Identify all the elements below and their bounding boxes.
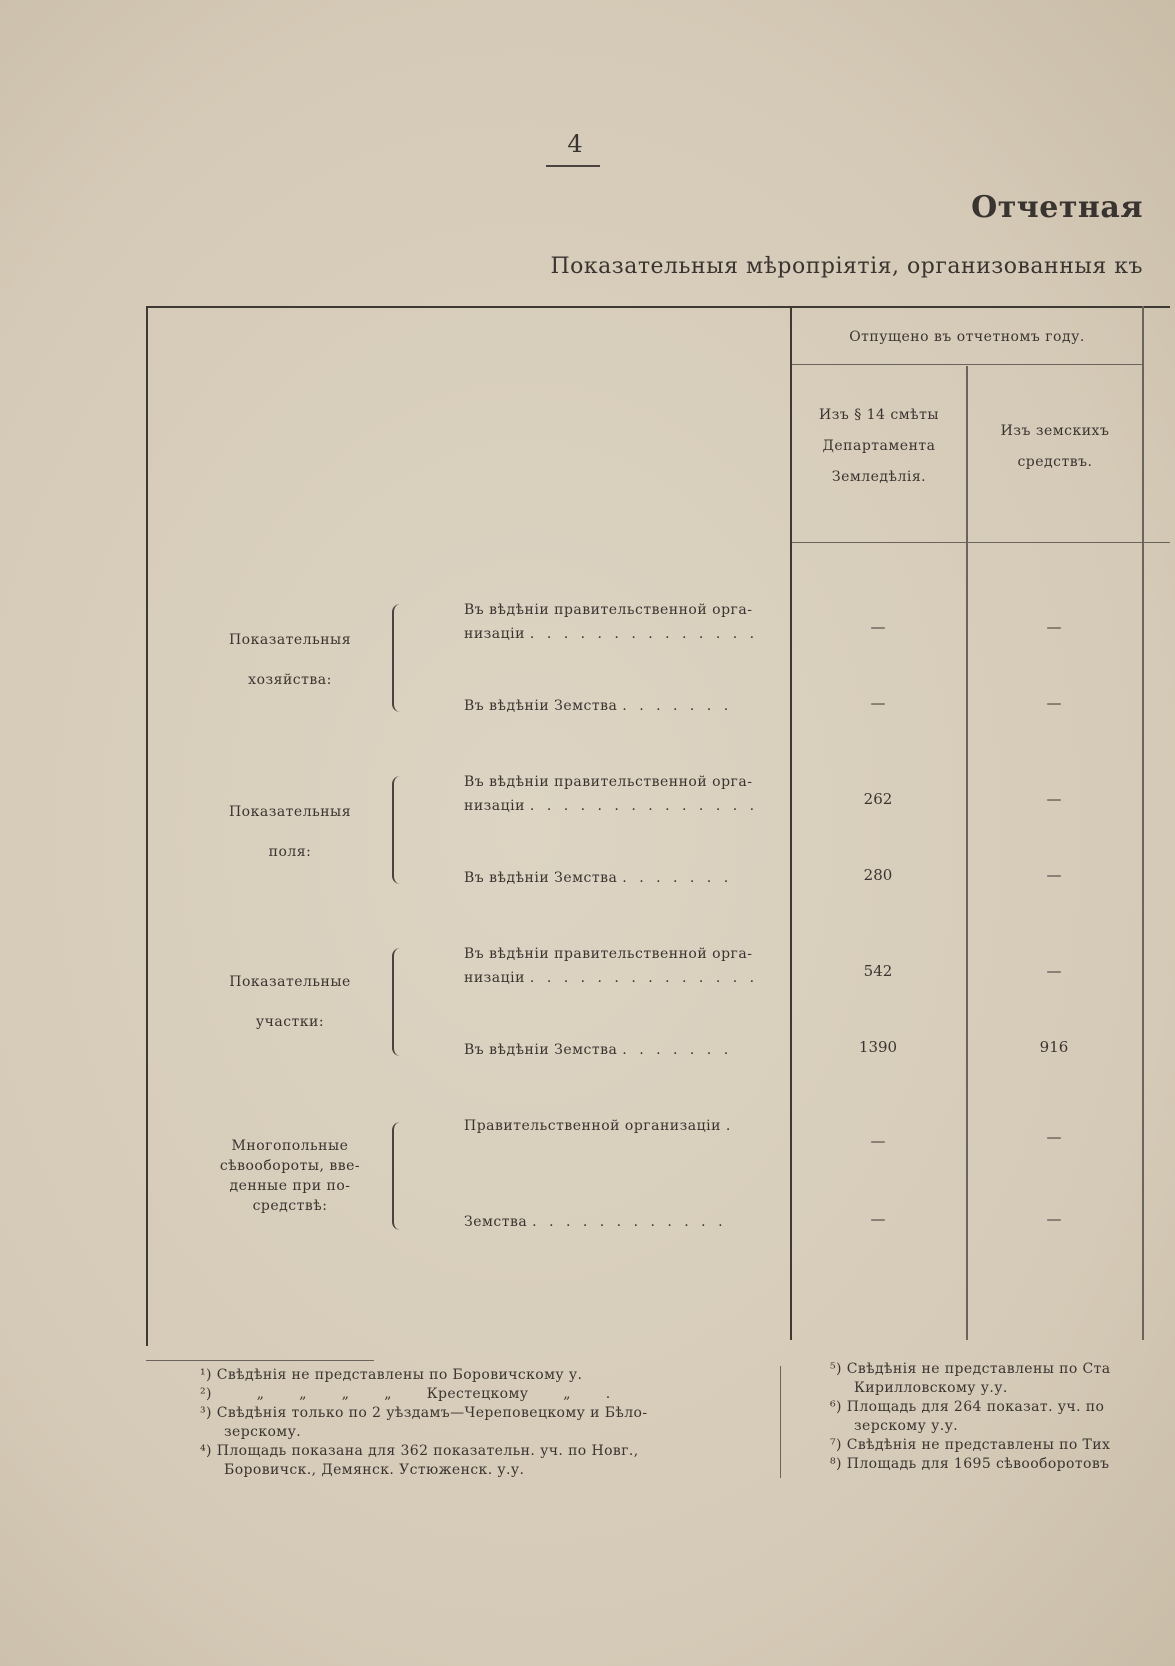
row-label-line: Въ вѣдѣніи Земства xyxy=(464,1042,618,1058)
group-brace xyxy=(392,1122,406,1230)
footnote-mark: ⁸) xyxy=(830,1456,842,1472)
col2-value: — xyxy=(1046,962,1062,980)
page-number-rule xyxy=(546,165,600,167)
footnote-text: Площадь показана для 362 показательн. уч. по Новг., xyxy=(216,1443,639,1459)
col2-value: — xyxy=(1046,1210,1062,1228)
col1-header-line: Земледѣлія. xyxy=(831,469,927,485)
group-label xyxy=(200,962,380,1042)
footnote-mark: ¹) xyxy=(200,1367,212,1383)
footnote-mark: ⁴) xyxy=(200,1443,212,1459)
footnote xyxy=(830,1455,1170,1474)
group-label-line: средствѣ: xyxy=(252,1198,328,1214)
footnote xyxy=(200,1404,770,1423)
col1-value: — xyxy=(870,618,886,636)
row-label xyxy=(464,866,790,890)
row-label xyxy=(464,770,790,818)
group-label xyxy=(200,792,380,872)
footnote-text: Свѣдѣнія не представлены по Тих xyxy=(846,1437,1111,1453)
col2-value: — xyxy=(1046,694,1062,712)
row-label-line: Земства xyxy=(464,1214,528,1230)
row-label xyxy=(464,1210,790,1234)
col1-value: 1390 xyxy=(858,1038,898,1056)
page-subheading: Показательныя мѣропріятія, организованныя къ xyxy=(550,254,1143,279)
footnote-mark: ⁵) xyxy=(830,1361,842,1377)
group-label-line: участки: xyxy=(255,1014,325,1030)
footnote-text: Площадь для 264 показат. уч. по xyxy=(846,1399,1105,1415)
col2-value: — xyxy=(1046,618,1062,636)
group-label-line: денные при по- xyxy=(229,1178,351,1194)
row-label xyxy=(464,1038,790,1062)
row-label-line: Въ вѣдѣніи правительственной орга- xyxy=(464,602,753,618)
row-label xyxy=(464,942,790,990)
footnote-mark: ²) xyxy=(200,1386,212,1402)
col1-header-line: Департамента xyxy=(822,438,936,454)
leader-dots: . . . . . . . xyxy=(622,1042,733,1058)
col1-value: 262 xyxy=(863,790,893,808)
footnote xyxy=(200,1385,770,1404)
column-rule-3 xyxy=(1142,306,1144,1340)
row-label-line: низаціи xyxy=(464,970,525,986)
col2-value: 916 xyxy=(1039,1038,1069,1056)
col2-header-line: Изъ земскихъ xyxy=(1000,423,1110,439)
group-label-line: Показательныя xyxy=(228,804,352,820)
col2-header xyxy=(968,416,1142,478)
leader-dots: . . . . . . . . . . . . . . xyxy=(529,970,759,986)
footnote-mark: ³) xyxy=(200,1405,212,1421)
row-label-line: Правительственной организаціи xyxy=(464,1118,721,1134)
footnote-text: Боровичск., Демянск. Устюженск. у.у. xyxy=(224,1462,525,1478)
leader-dots: . . . . . . . . . . . . . . xyxy=(529,626,759,642)
row-label xyxy=(464,694,790,718)
leader-dots: . . . . . . . . . . . . . . xyxy=(529,798,759,814)
header-subrule xyxy=(792,364,1142,365)
col2-value: — xyxy=(1046,866,1062,884)
row-label-line: низаціи xyxy=(464,798,525,814)
group-label-line: сѣвообороты, вве- xyxy=(219,1158,361,1174)
footnote-text: зерскому у.у. xyxy=(854,1418,959,1434)
header-bottom-rule xyxy=(792,542,1170,543)
footnote-rule xyxy=(146,1360,374,1361)
leader-dots: . . . . . . . xyxy=(622,698,733,714)
leader-dots: . xyxy=(725,1118,735,1134)
footnote-text: Кирилловскому у.у. xyxy=(854,1380,1008,1396)
leader-dots: . . . . . . . . . . . . xyxy=(532,1214,727,1230)
col1-value: — xyxy=(870,694,886,712)
footnote-text: Свѣдѣнія только по 2 уѣздамъ—Череповецкому и Бѣло- xyxy=(216,1405,648,1421)
footnote-text: Площадь для 1695 сѣвооборотовъ xyxy=(846,1456,1110,1472)
footnote-mark: ⁶) xyxy=(830,1399,842,1415)
page-heading: Отчетная xyxy=(971,190,1143,225)
footnotes-left xyxy=(200,1366,770,1480)
footnote xyxy=(830,1398,1170,1417)
row-label xyxy=(464,598,790,646)
page-number: 4 xyxy=(567,130,583,158)
col1-value: — xyxy=(870,1132,886,1150)
row-label-line: низаціи xyxy=(464,626,525,642)
table-top-rule xyxy=(146,306,1170,308)
table-left-rule xyxy=(146,306,148,1346)
col1-header-line: Изъ § 14 смѣты xyxy=(819,407,939,423)
col2-value: — xyxy=(1046,790,1062,808)
group-label-line: Многопольные xyxy=(231,1138,349,1154)
footnote xyxy=(830,1436,1170,1455)
col1-value: 542 xyxy=(863,962,893,980)
group-label-line: хозяйства: xyxy=(248,672,332,688)
footnote-text: зерскому. xyxy=(224,1424,302,1440)
leader-dots: . . . . . . . xyxy=(622,870,733,886)
group-brace xyxy=(392,604,406,712)
footnote-text: „ „ „ „ Крестецкому „ . xyxy=(256,1386,611,1402)
header-group-label: Отпущено въ отчетномъ году. xyxy=(849,329,1085,345)
group-label xyxy=(200,620,380,700)
row-label-line: Въ вѣдѣніи Земства xyxy=(464,870,618,886)
col1-value: — xyxy=(870,1210,886,1228)
footnotes-right xyxy=(830,1360,1170,1474)
col1-header xyxy=(792,400,966,493)
col1-value: 280 xyxy=(863,866,893,884)
group-label xyxy=(200,1136,380,1216)
col2-value: — xyxy=(1046,1128,1062,1146)
row-label-line: Въ вѣдѣніи Земства xyxy=(464,698,618,714)
group-label-line: поля: xyxy=(268,844,312,860)
group-label-line: Показательные xyxy=(229,974,351,990)
group-label-line: Показательныя xyxy=(228,632,352,648)
row-label-line: Въ вѣдѣніи правительственной орга- xyxy=(464,774,753,790)
footnote xyxy=(200,1442,770,1461)
column-rule-2 xyxy=(966,366,968,1340)
footnote-divider xyxy=(780,1366,781,1478)
footnote-mark: ⁷) xyxy=(830,1437,842,1453)
footnote-text: Свѣдѣнія не представлены по Боровичскому у. xyxy=(216,1367,583,1383)
group-brace xyxy=(392,776,406,884)
footnote xyxy=(200,1366,770,1385)
row-label xyxy=(464,1114,790,1138)
col2-header-line: средствъ. xyxy=(1017,454,1093,470)
group-brace xyxy=(392,948,406,1056)
footnote xyxy=(830,1360,1170,1379)
row-label-line: Въ вѣдѣніи правительственной орга- xyxy=(464,946,753,962)
footnote-text: Свѣдѣнія не представлены по Ста xyxy=(846,1361,1111,1377)
